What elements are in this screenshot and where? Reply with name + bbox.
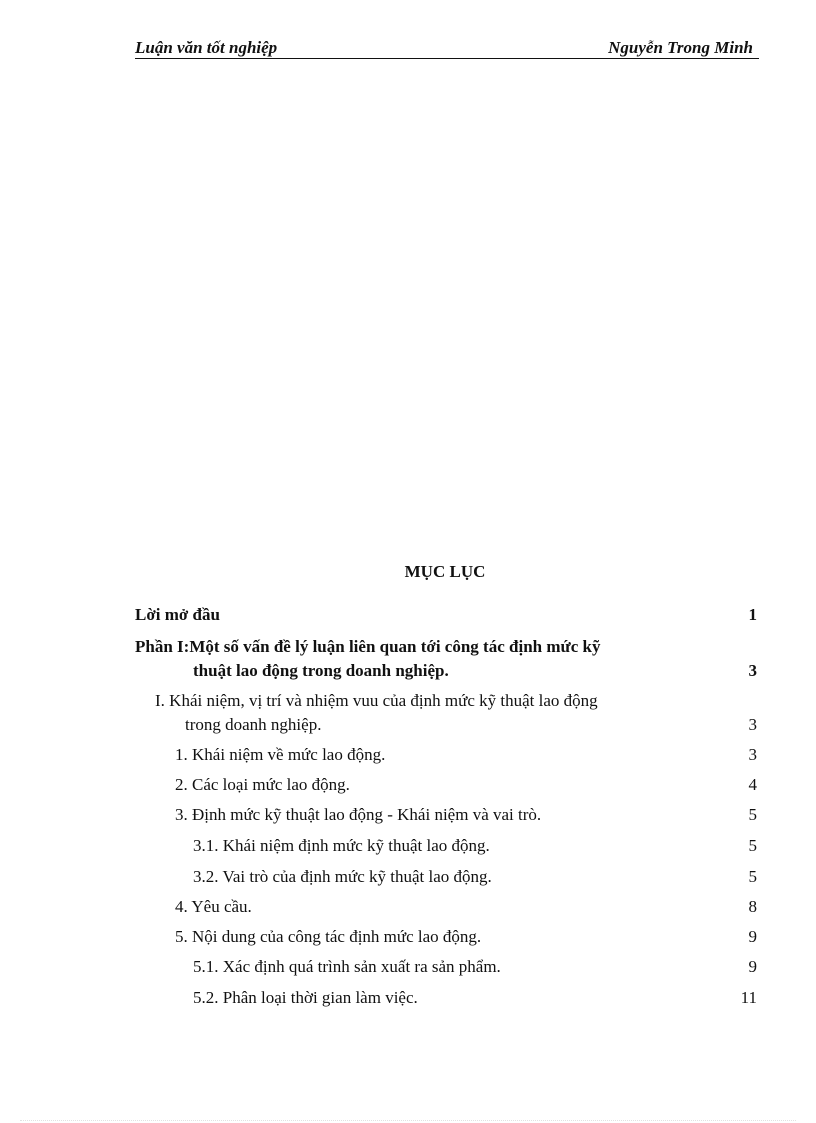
toc-entry-text: I. Khái niệm, vị trí và nhiệm vuu của định mức kỹ thuật lao động bbox=[155, 691, 598, 710]
toc-entry-page: 9 bbox=[748, 957, 757, 976]
toc-entry-page: 1 bbox=[748, 605, 757, 624]
toc-entry-page: 3 bbox=[748, 661, 757, 680]
toc-entry bbox=[135, 987, 757, 1009]
toc-entry bbox=[135, 774, 757, 796]
toc-entry bbox=[135, 866, 757, 888]
toc-entry-text: Lời mở đầu bbox=[135, 605, 220, 624]
toc-entry-page: 4 bbox=[748, 775, 757, 794]
toc-entry bbox=[135, 804, 757, 826]
toc-entry-text: 5.1. Xác định quá trình sản xuất ra sản phẩm. bbox=[193, 957, 501, 976]
toc-entry-page: 9 bbox=[748, 927, 757, 946]
toc-entry-part1-line2 bbox=[135, 660, 757, 682]
toc-entry-part1-line1 bbox=[135, 636, 757, 658]
toc-entry-page: 11 bbox=[740, 988, 757, 1007]
toc-entry-page: 3 bbox=[748, 715, 757, 734]
toc-entry-text: 2. Các loại mức lao động. bbox=[175, 775, 350, 794]
toc-entry-page: 5 bbox=[748, 836, 757, 855]
toc-entry bbox=[135, 896, 757, 918]
toc-entry bbox=[135, 956, 757, 978]
toc-entry bbox=[135, 744, 757, 766]
header-author-name: Nguyễn Trong Minh bbox=[608, 38, 753, 57]
toc-entry-text: 5. Nội dung của công tác định mức lao động. bbox=[175, 927, 482, 946]
toc-entry-text: thuật lao động trong doanh nghiệp. bbox=[193, 661, 449, 680]
toc-entry-section1-line1 bbox=[135, 690, 757, 712]
toc-entry-section1-line2 bbox=[135, 714, 757, 736]
toc-entry-page: 8 bbox=[748, 897, 757, 916]
header-thesis-label: Luận văn tốt nghiệp bbox=[135, 38, 278, 57]
toc-entry-intro bbox=[135, 604, 757, 626]
toc-entry-text: trong doanh nghiệp. bbox=[185, 715, 322, 734]
toc-entry-page: 3 bbox=[748, 745, 757, 764]
toc-entry-text: 4. Yêu cầu. bbox=[175, 897, 252, 916]
toc-entry-text: 3. Định mức kỹ thuật lao động - Khái niệm và vai trò. bbox=[175, 805, 542, 824]
toc-entry bbox=[135, 926, 757, 948]
toc-entry-page: 5 bbox=[748, 867, 757, 886]
page-header bbox=[135, 38, 759, 59]
toc-entry-page: 5 bbox=[748, 805, 757, 824]
toc-entry-text: 5.2. Phân loại thời gian làm việc. bbox=[193, 988, 418, 1007]
toc-entry-text: 1. Khái niệm về mức lao động. bbox=[175, 745, 386, 764]
toc-entry bbox=[135, 835, 757, 857]
footer-divider bbox=[20, 1120, 796, 1121]
toc-entry-text: Phần I:Một số vấn đề lý luận liên quan tới công tác định mức kỹ bbox=[135, 637, 601, 656]
toc-title: MỤC LỤC bbox=[404, 562, 486, 581]
toc-entry-text: 3.2. Vai trò của định mức kỹ thuật lao động. bbox=[193, 867, 492, 886]
toc-entry-text: 3.1. Khái niệm định mức kỹ thuật lao động. bbox=[193, 836, 490, 855]
